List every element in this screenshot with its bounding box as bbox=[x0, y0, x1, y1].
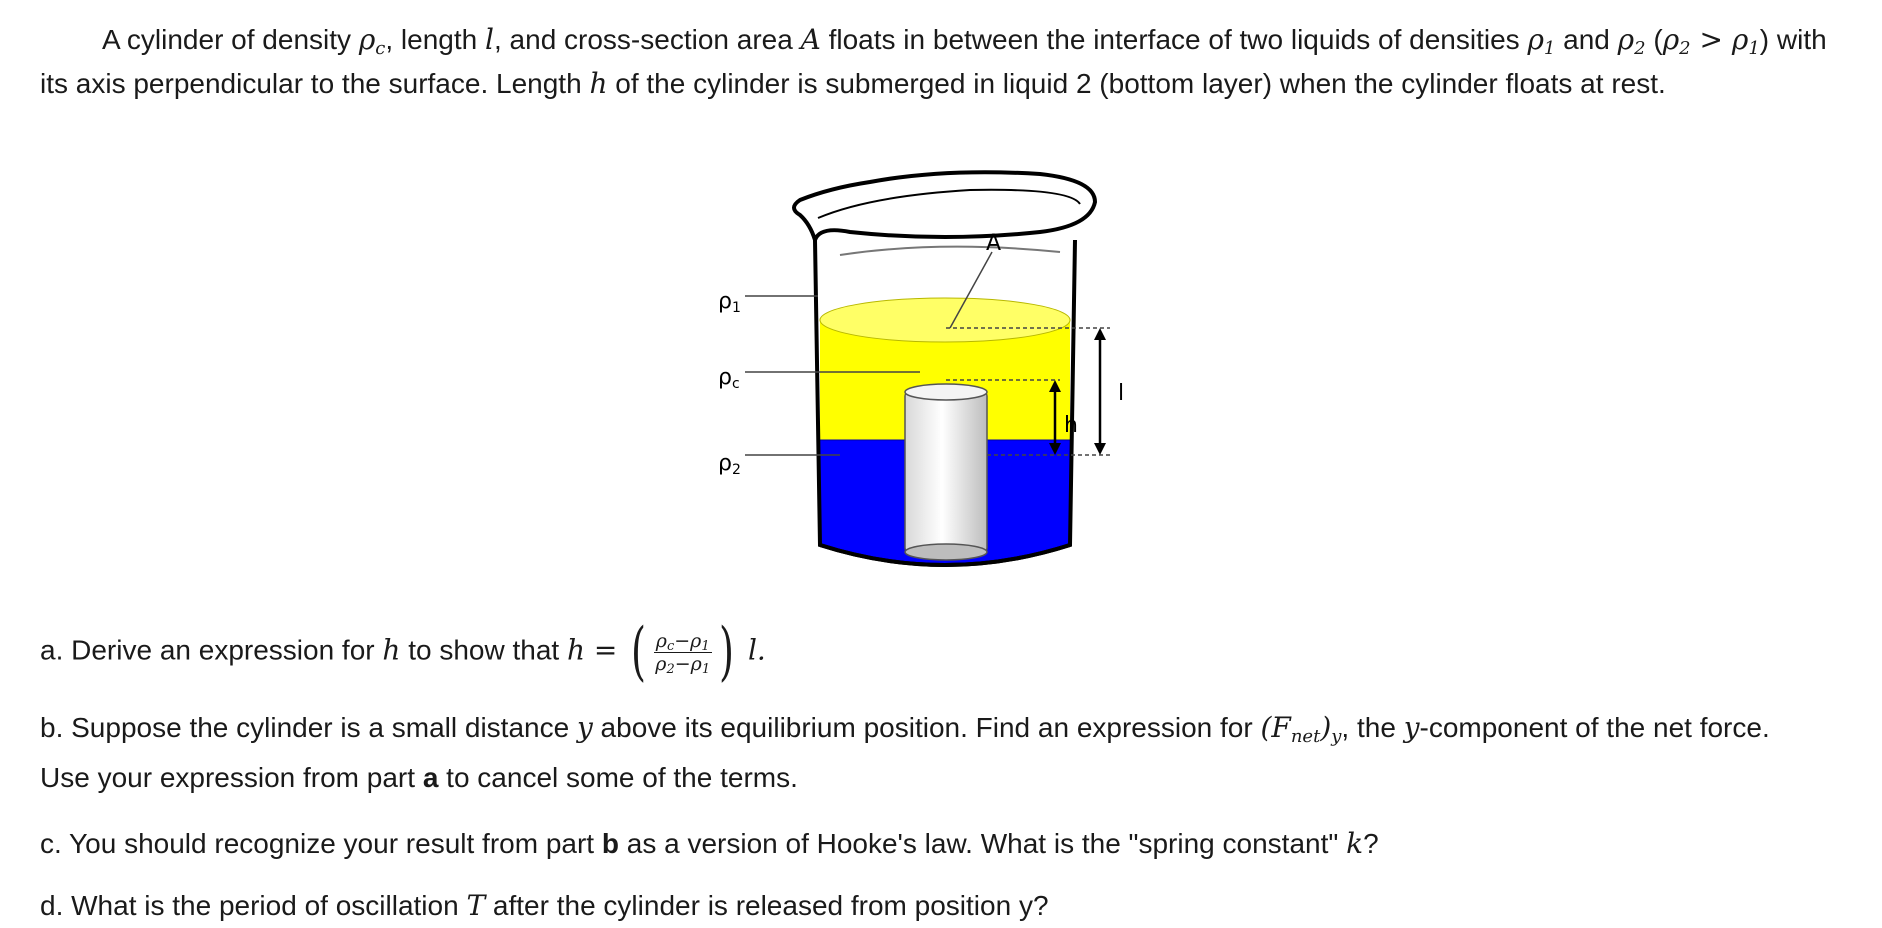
symbol-l: l bbox=[485, 23, 494, 56]
question-text: -component of the net force. bbox=[1419, 712, 1770, 743]
label-rho-1: ρ1 bbox=[718, 289, 741, 316]
label-l: l bbox=[1118, 381, 1125, 406]
intro-text: of the cylinder is submerged in liquid 2 (bottom layer) when the cylinder floats at rest. bbox=[607, 68, 1666, 99]
symbol-l: l. bbox=[739, 633, 766, 667]
question-text: above its equilibrium position. Find an expression for bbox=[592, 712, 1261, 743]
symbol-a: A bbox=[800, 23, 821, 56]
label-h: h bbox=[1064, 413, 1078, 438]
question-c bbox=[40, 822, 1860, 866]
part-reference: a bbox=[422, 762, 439, 793]
label-rho-c: ρc bbox=[718, 365, 740, 392]
symbol-rho-c: $\rho_c$ bbox=[358, 23, 386, 59]
symbol-rho-2: $\rho_2$ bbox=[1617, 23, 1646, 59]
question-text: d. What is the period of oscillation bbox=[40, 890, 467, 921]
symbol-t: T bbox=[466, 889, 486, 922]
question-text: to show that bbox=[400, 634, 567, 666]
question-d bbox=[40, 884, 1860, 928]
symbol-k: k bbox=[1346, 827, 1364, 860]
label-rho-2: ρ2 bbox=[718, 451, 741, 478]
height-fraction: ( $\frac{\rho_c-\rho_1}{\rho_2-\rho_1}$ ) bbox=[631, 615, 735, 689]
symbol-f-net-y: $(F_{net})_y$ bbox=[1260, 711, 1342, 747]
intro-text: ( bbox=[1645, 24, 1663, 55]
equals-sign: = bbox=[585, 633, 627, 667]
question-b-line1 bbox=[40, 706, 1860, 750]
question-b-line2 bbox=[40, 756, 1860, 800]
question-text: a. Derive an expression for bbox=[40, 634, 383, 666]
question-text: , the bbox=[1341, 712, 1404, 743]
intro-text: floats in between the interface of two liquids of densities bbox=[820, 24, 1528, 55]
question-text: to cancel some of the terms. bbox=[438, 762, 798, 793]
intro-text: , and cross-section area bbox=[493, 24, 801, 55]
symbol-y: y bbox=[1403, 711, 1420, 744]
symbol-h: h bbox=[382, 633, 401, 667]
intro-text: ) with its axis perpendicular to the surface. Length bbox=[40, 24, 1827, 99]
liquid-surface bbox=[820, 298, 1070, 342]
question-text: b. Suppose the cylinder is a small distance bbox=[40, 712, 577, 743]
inequality: $\rho_2 > \rho_1$ bbox=[1662, 23, 1760, 59]
question-text: ? bbox=[1363, 828, 1379, 859]
symbol-h: h bbox=[566, 633, 586, 667]
question-text: c. You should recognize your result from part bbox=[40, 828, 602, 859]
label-a: A bbox=[986, 231, 1002, 256]
floating-cylinder bbox=[905, 392, 987, 552]
question-text: as a version of Hooke's law. What is the "spring constant" bbox=[618, 828, 1347, 859]
intro-text: , length bbox=[385, 24, 486, 55]
part-reference: b bbox=[601, 828, 619, 859]
question-text: Use your expression from part bbox=[40, 762, 423, 793]
intro-text: and bbox=[1555, 24, 1618, 55]
beaker-rim bbox=[794, 172, 1095, 240]
question-a bbox=[40, 615, 1860, 689]
beaker-diagram bbox=[640, 160, 1200, 600]
question-text: after the cylinder is released from position y? bbox=[485, 890, 1049, 921]
symbol-y: y bbox=[576, 711, 593, 744]
intro-paragraph bbox=[40, 18, 1840, 106]
intro-text: A cylinder of density bbox=[102, 24, 359, 55]
symbol-h: h bbox=[589, 67, 608, 100]
symbol-rho-1: $\rho_1$ bbox=[1527, 23, 1556, 59]
